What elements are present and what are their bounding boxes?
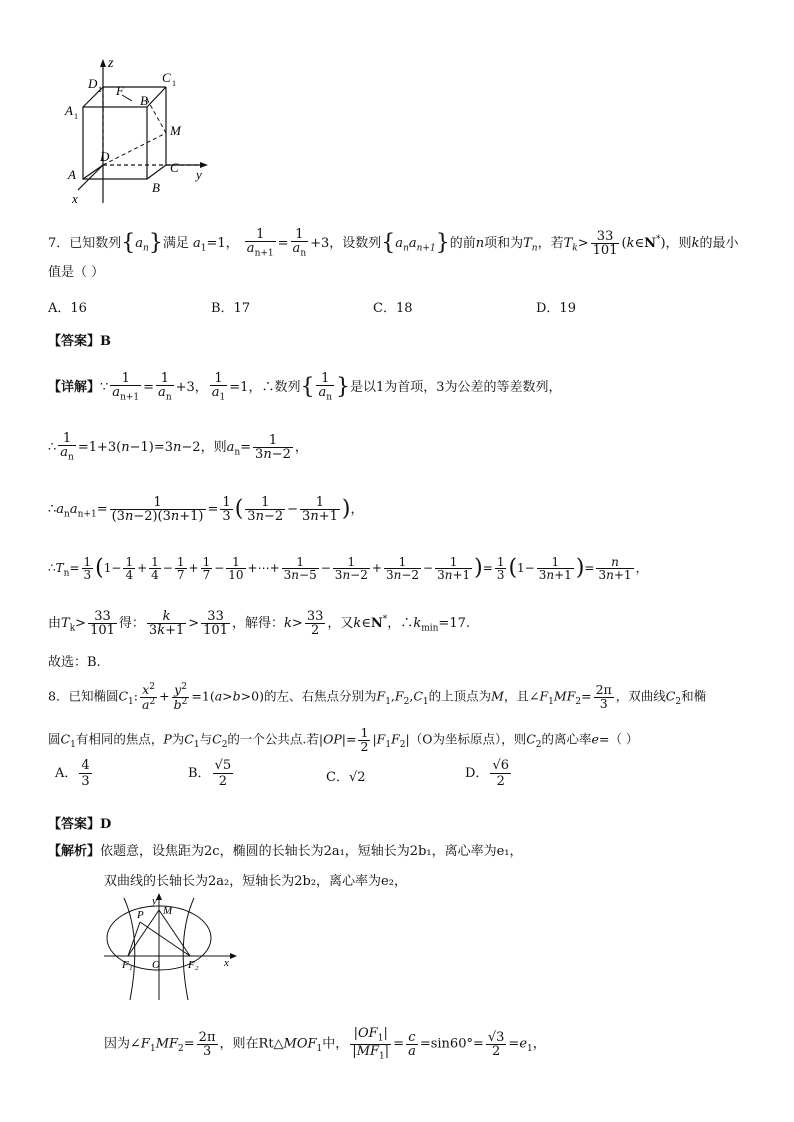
cube-label: A [65,103,73,118]
q8-analysis1: 【解析】依题意，设焦距为2c，椭圆的长轴长为2a₁，短轴长为2b₁，离心率为e₁， [48,844,523,859]
q7-answer: 【答案】B [48,334,111,349]
cube-label: D [88,76,98,91]
ellipse-label: F₁ [122,959,133,971]
q7-step4: 由$T_k>$ $\frac{33}{101}$ 得： $\frac{k}{3k+1}$ > $\frac{33}{101}$ ，解得：k> $\frac{33}{2}$ ，又k∈N*，$\therefore k_{min}=17$. [48,609,470,638]
ellipse-label: O [152,959,160,971]
cube-label: C [162,70,171,85]
q8-option-b: B． $\frac{√5}{2}$ [188,758,232,789]
q7-option-b: B．17 [211,301,251,316]
ellipse-label: x [224,957,229,969]
cube-label: F [116,83,124,98]
q7-stem: 7．已知数列$\{a_n\}$满足 $a_1=1$， $\frac{1}{a_{n+1}}$ = $\frac{1}{a_n}$ +3，设数列$\{a_na_{n+1}\}$的前n项和为$T_n$，若$T_k>$ $\frac{33}{101}$ (k∈N*)，则k的最小 [48,227,739,259]
cube-label: z [108,56,114,71]
q8-last-line: 因为$\angle F_1MF_2=$ $\frac{2\pi}{3}$ ，则在$Rt\triangle MOF_1$中， $\frac{|OF_1|}{|MF_1|}$ = $\frac{c}{a}$ =sin60°= $\frac{√3}{2}$ $=e_1$， [104,1026,546,1062]
q7-detail: 【详解】∵ $\frac{1}{a_{n+1}}$ = $\frac{1}{a_n}$ +3， $\frac{1}{a_1}$ =1，∴数列{ $\frac{1}{a_n}$ }是以1为首项，3为公差的等差数列， [48,371,562,403]
q8-answer: 【答案】D [48,817,112,832]
cube-label: x [72,191,78,205]
cube-label: B [152,180,160,195]
ellipse-label: y [152,895,157,907]
q7-step2: ∴ $\frac{1}{a_n}$ =1+3(n−1)=3n−2，则$a_n=$ $\frac{1}{3n-2}$ ， [48,431,308,463]
ellipse-label: F₂ [188,959,199,971]
cube-label: D [100,149,110,164]
q7-conclusion: 故选：B. [48,655,101,670]
cube-figure [60,55,220,205]
q7-step3: $\therefore a_na_{n+1}=$ $\frac{1}{(3n-2)(3n+1)}$ = $\frac{1}{3}$ ( $\frac{1}{3n-2}$ − $\frac{1}{3n+1}$ )， [48,495,364,524]
cube-label: M [170,123,181,138]
q8-stem-line2: 圆$C_1$有相同的焦点，P为$C_1$与$C_2$的一个公共点.若|OP|= $\frac{1}{2}$ $|F_1F_2|(O$为坐标原点），则$C_2$的离心率e=（ ） [48,725,639,754]
q7-option-a: A．16 [48,301,87,316]
q7-stem-line2: 值是（ ） [48,265,105,280]
q7-option-d: D．19 [536,301,576,316]
q7-option-c: C．18 [373,301,413,316]
cube-label: y [196,167,202,182]
cube-label: B [140,93,148,108]
q8-option-c: C．√2 [326,770,366,785]
q8-option-d: D． $\frac{√6}{2}$ [465,758,509,789]
ellipse-label: P [137,909,144,921]
cube-label: C [170,160,179,175]
cube-label: 1 [98,85,102,94]
ellipse-label: M [163,905,173,917]
q8-option-a: A． $\frac{4}{3}$ [55,758,90,789]
cube-label: 1 [172,79,176,88]
cube-label: 1 [74,112,78,121]
cube-label: A [68,167,76,182]
q7-step-sum: $\therefore T_n=$ $\frac{1}{3}$ (1− $\frac{1}{4}$ + $\frac{1}{4}$ − $\frac{1}{7}$ + $\frac{1}{7}$ − $\frac{1}{10}$ +⋯+ $\frac{1}{3n-5}$ − $\frac{1}{3n-2}$ + $\frac{1}{3n-2}$ − $\frac{1}{3n+1}$ )= $\frac{1}{3}$ (1− $\frac{1}{3n+1}$ )= $\frac{n}{3n+1}$ ， [48,555,648,582]
q8-analysis2: 双曲线的长轴长为2a₂，短轴长为2b₂，离心率为e₂， [104,874,407,889]
q8-stem: 8．已知椭圆$C_1$: $\frac{x^2}{a^2}$ + $\frac{y^2}{b^2}$ =1(a>b>0)的左、右焦点分别为$F_1,F_2,C_1$的上顶点为M，且$\angle F_1MF_2=$ $\frac{2\pi}{3}$ ，双曲线$C_2$和椭 [48,682,707,712]
ellipse-figure [100,892,240,1002]
q7-label: 7．已知数列 [48,235,122,251]
